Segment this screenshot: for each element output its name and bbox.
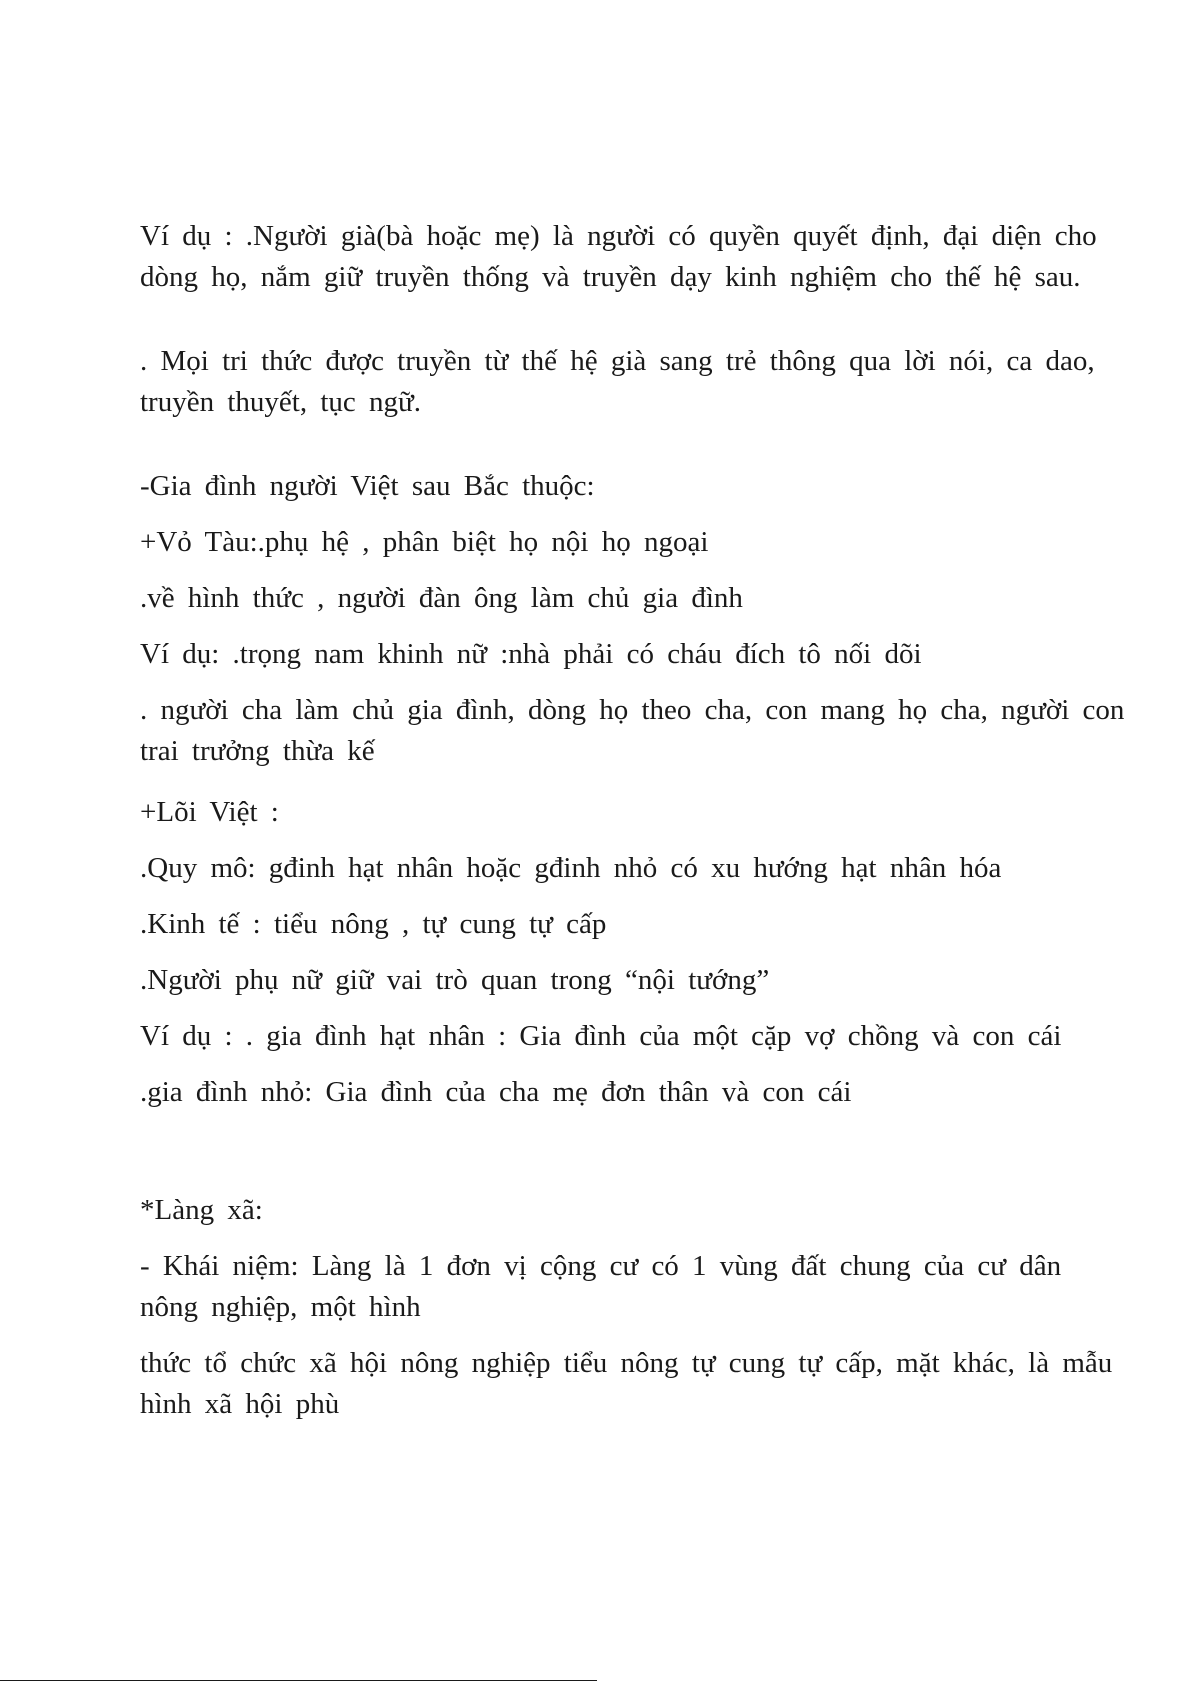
- paragraph-block-12: [140, 1016, 1130, 1057]
- paragraph-block-7: [140, 690, 1130, 772]
- footer-rule: [0, 1680, 597, 1681]
- paragraph-block-16: [140, 1343, 1130, 1425]
- paragraph-block-8: [140, 792, 1130, 833]
- paragraph-village-concept: - Khái niệm: Làng là 1 đơn vị cộng cư có 1 vùng đất chung của cư dân nông nghiệp, một hình: [140, 1250, 1062, 1323]
- paragraph-block-6: [140, 634, 1130, 675]
- paragraph-block-2: [140, 341, 1130, 423]
- paragraph-block-4: [140, 522, 1130, 563]
- paragraph-economy: .Kinh tế : tiểu nông , tự cung tự cấp: [140, 908, 607, 940]
- paragraph-small-family: .gia đình nhỏ: Gia đình của cha mẹ đơn thân và con cái: [140, 1076, 852, 1108]
- paragraph-block-11: [140, 960, 1130, 1001]
- paragraph-scale: .Quy mô: gđinh hạt nhân hoặc gđinh nhỏ có xu hướng hạt nhân hóa: [140, 852, 1002, 884]
- paragraph-block-1: [140, 216, 1130, 298]
- paragraph-block-10: [140, 904, 1130, 945]
- section-heading-village: *Làng xã:: [140, 1194, 263, 1226]
- paragraph-example-patriarchy: Ví dụ: .trọng nam khinh nữ :nhà phải có cháu đích tô nối dõi: [140, 638, 922, 670]
- paragraph-block-3: [140, 466, 1130, 507]
- paragraph-formal-head: .về hình thức , người đàn ông làm chủ gia đình: [140, 582, 743, 614]
- paragraph-example-elder: Ví dụ : .Người già(bà hoặc mẹ) là người có quyền quyết định, đại diện cho dòng họ, nắm giữ truyền thống và truyền dạy kinh nghiệm cho thế hệ sau.: [140, 220, 1097, 293]
- paragraph-example-nuclear-family: Ví dụ : . gia đình hạt nhân : Gia đình của một cặp vợ chồng và con cái: [140, 1020, 1062, 1052]
- paragraph-block-15: [140, 1246, 1130, 1328]
- paragraph-knowledge-transfer: . Mọi tri thức được truyền từ thế hệ già sang trẻ thông qua lời nói, ca dao, truyền thuyết, tục ngữ.: [140, 345, 1095, 418]
- paragraph-chinese-shell: +Vỏ Tàu:.phụ hệ , phân biệt họ nội họ ngoại: [140, 526, 709, 558]
- paragraph-vietnamese-core: +Lõi Việt :: [140, 796, 279, 828]
- paragraph-village-social-form: thức tổ chức xã hội nông nghiệp tiểu nông tự cung tự cấp, mặt khác, là mẫu hình xã hội phù: [140, 1347, 1113, 1420]
- paragraph-women-role: .Người phụ nữ giữ vai trò quan trong “nội tướng”: [140, 964, 770, 996]
- paragraph-father-head: . người cha làm chủ gia đình, dòng họ theo cha, con mang họ cha, người con trai trưởng thừa kế: [140, 694, 1125, 767]
- paragraph-block-5: [140, 578, 1130, 619]
- paragraph-block-9: [140, 848, 1130, 889]
- paragraph-block-13: [140, 1072, 1130, 1113]
- paragraph-family-after-northern-rule: -Gia đình người Việt sau Bắc thuộc:: [140, 470, 595, 502]
- paragraph-block-14: [140, 1190, 1130, 1231]
